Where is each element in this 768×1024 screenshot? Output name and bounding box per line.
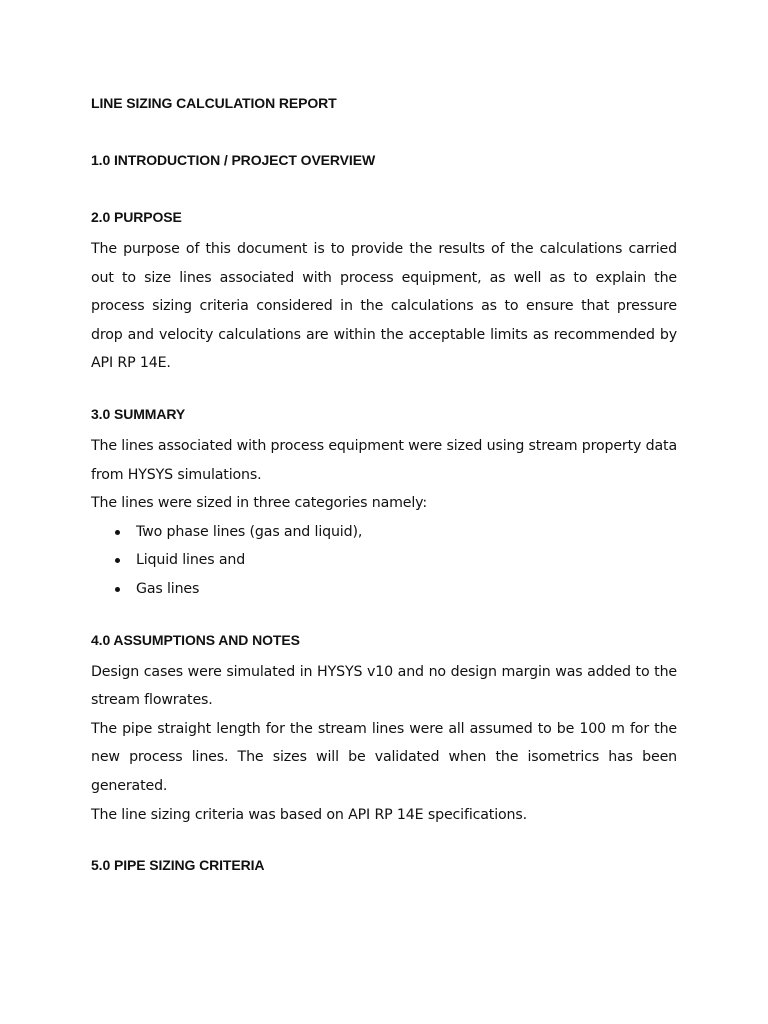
bullet-icon [115, 558, 120, 563]
section-heading-purpose: 2.0 PURPOSE [91, 209, 182, 225]
section-assumptions [91, 629, 677, 830]
assumptions-paragraph-2: The pipe straight length for the stream lines were all assumed to be 100 m for the new process lines. The sizes will be validated when the isometrics has been generated. [91, 720, 677, 794]
summary-paragraph-1: The lines associated with process equipment were sized using stream property data from HYSYS simulations. [91, 437, 677, 483]
section-heading-assumptions: 4.0 ASSUMPTIONS AND NOTES [91, 631, 300, 648]
list-item-text: Two phase lines (gas and liquid), [136, 523, 363, 540]
section-heading-introduction: 1.0 INTRODUCTION / PROJECT OVERVIEW [91, 152, 376, 168]
section-summary [91, 403, 677, 604]
assumptions-paragraph-1: Design cases were simulated in HYSYS v10 and no design margin was added to the stream flowrates. [91, 663, 677, 709]
section-heading-pipe-sizing: 5.0 PIPE SIZING CRITERIA [91, 857, 265, 874]
list-item [115, 518, 677, 547]
document-page [91, 92, 677, 883]
assumptions-paragraph-3: The line sizing criteria was based on API RP 14E specifications. [91, 806, 527, 823]
bullet-icon [115, 587, 120, 592]
bullet-icon [115, 530, 120, 535]
list-item [115, 575, 677, 604]
document-title: LINE SIZING CALCULATION REPORT [91, 95, 337, 111]
list-item-text: Liquid lines and [136, 552, 246, 569]
section-purpose [91, 206, 677, 378]
summary-paragraph-2: The lines were sized in three categories namely: [91, 495, 428, 512]
section-heading-summary: 3.0 SUMMARY [91, 405, 186, 422]
line-categories-list [91, 518, 677, 604]
list-item [115, 546, 677, 575]
purpose-paragraph: The purpose of this document is to provide the results of the calculations carried out to size lines associated with process equipment, as well as to explain the process sizing criteria considered in the calculations as to ensure that pressure drop and velocity calculations are within the acceptable limits as recommended by API RP 14E. [91, 241, 677, 372]
list-item-text: Gas lines [136, 580, 200, 597]
